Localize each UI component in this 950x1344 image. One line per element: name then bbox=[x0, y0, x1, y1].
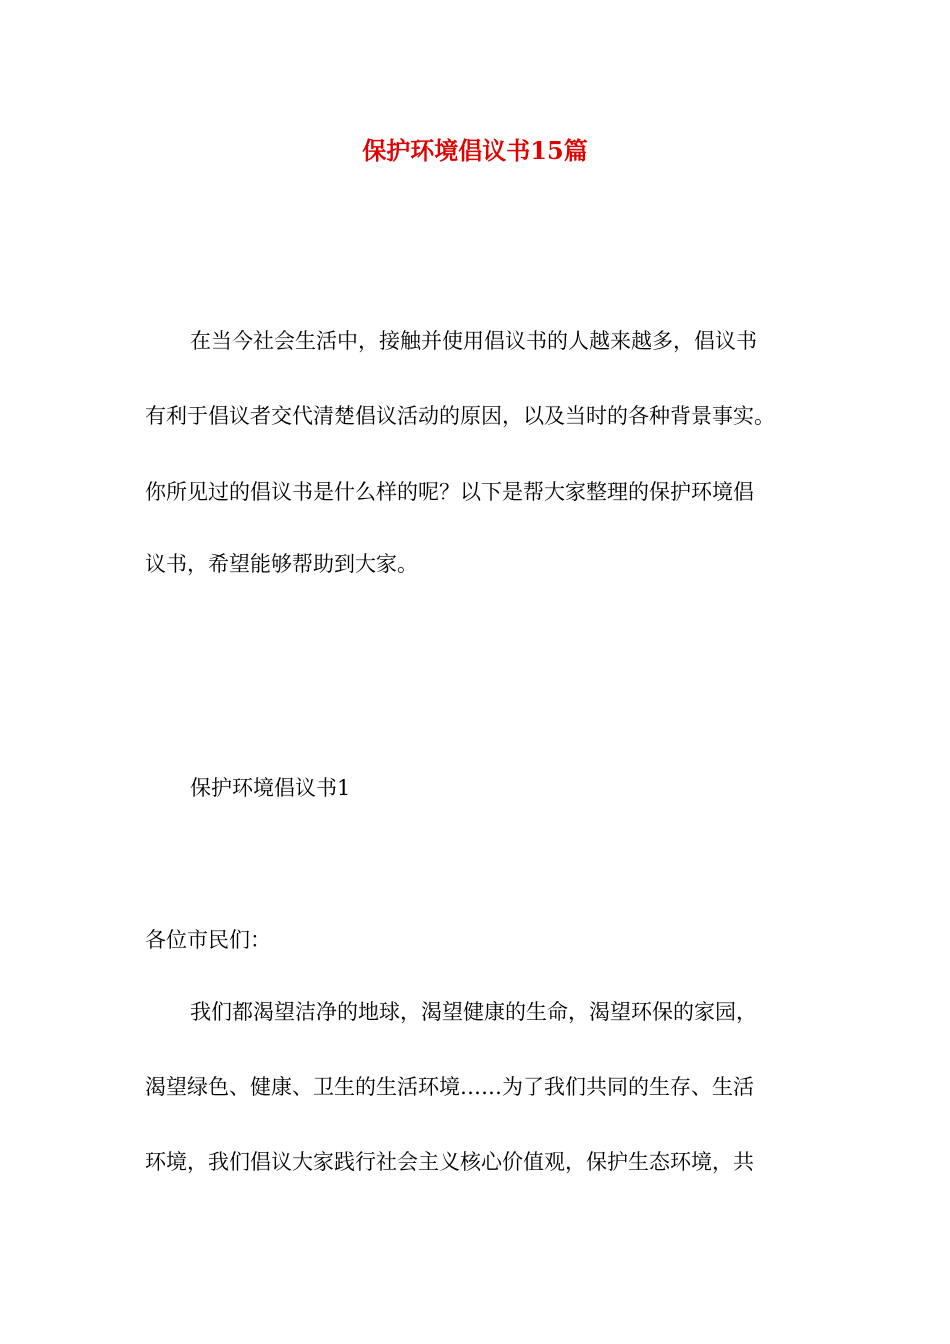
intro-line-1: 在当今社会生活中，接触并使用倡议书的人越来越多，倡议书 bbox=[190, 329, 757, 353]
body-line-3: 环境，我们倡议大家践行社会主义核心价值观，保护生态环境，共 bbox=[145, 1150, 754, 1174]
body-line-2: 渴望绿色、健康、卫生的生活环境……为了我们共同的生存、生活 bbox=[145, 1075, 754, 1099]
intro-line-4: 议书，希望能够帮助到大家。 bbox=[145, 552, 418, 576]
body-line-1: 我们都渴望洁净的地球，渴望健康的生命，渴望环保的家园， bbox=[190, 1000, 757, 1024]
document-title: 保护环境倡议书15篇 bbox=[362, 136, 588, 165]
intro-line-3: 你所见过的倡议书是什么样的呢？以下是帮大家整理的保护环境倡 bbox=[145, 480, 754, 504]
section-heading: 保护环境倡议书1 bbox=[190, 776, 351, 800]
intro-line-2: 有利于倡议者交代清楚倡议活动的原因，以及当时的各种背景事实。 bbox=[145, 404, 775, 428]
salutation: 各位市民们： bbox=[145, 928, 271, 952]
